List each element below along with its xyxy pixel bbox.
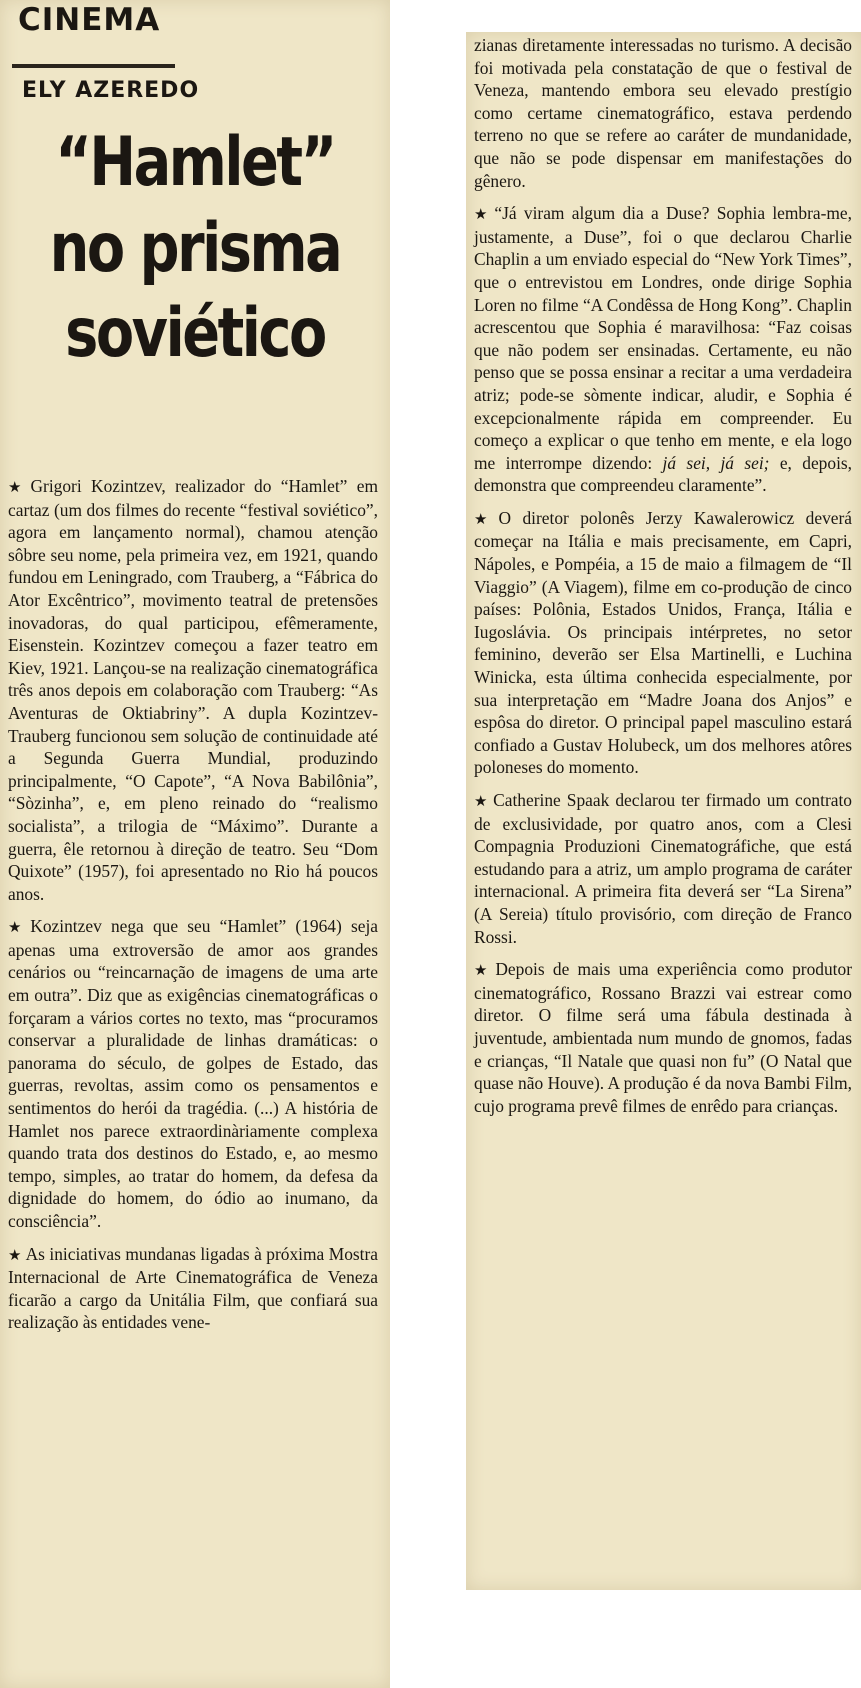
paragraph-kawalerowicz: ★ O diretor polonês Jerzy Kawalerowicz deverá começar na Itália e mais precisamente, em Capri, Nápoles, e Pompéia, a 15 de maio a filmagem de “Il Viaggio” (A Viagem), filme em co-produção de cinco países: Polônia, Estados Unidos, França, Itália e Iugoslávia. Os principais intérpretes, no setor feminino, deverão ser Elsa Martinelli, e Luchina Winicka, esta última conhecida especialmente, por sua interpretação em “Madre Joana dos Anjos” e espôsa do diretor. O principal papel masculino estará confiado a Gustav Holubeck, um dos melhores atôres poloneses do momento. [474,507,853,778]
section-rule [12,64,175,68]
paragraph-kozintzev-bio: ★ Grigori Kozintzev, realizador do “Hamlet” em cartaz (um dos filmes do recente “festival soviético”, agora em lançamento normal), chamou atenção sôbre seu nome, pela primeira vez, em 1921, quando fundou em Leningrado, com Trauberg, a “Fábrica do Ator Excêntrico”, movimento teatral de pretensões inovadoras, do qual participou, efêmeramente, Eisenstein. Kozintzev começou a fazer teatro em Kiev, 1921. Lançou-se na realização cinematográfica três anos depois em colaboração com Trauberg: “As Aventuras de Oktiabriny”. A dupla Kozintzev-Trauberg funcionou sem solução de continuidade até a Segunda Guerra Mundial, produzindo principalmente, “O Capote”, “A Nova Babilônia”, “Sòzinha”, e, em pleno reinado do “realismo socialista”, a trilogia de “Máximo”. Durante a guerra, êle retornou à direção de teatro. Seu “Dom Quixote” (1957), foi apresentado no Rio há poucos anos. [8,476,379,904]
headline-line-3: soviético [65,294,325,374]
star-icon: ★ [8,1245,22,1264]
paragraph-veneza-part-2: zianas diretamente interessadas no turismo. A decisão foi motivada pela constatação de que o festival de Veneza, mantendo embora seu elevado prestígio como certame cinematográfico, estava perdendo terreno no que se refere ao caráter de mundanidade, que não se pode dispensar em manifestações do gênero. [474,35,852,191]
headline-line-1: “Hamlet” [55,123,335,202]
chaplin-quote-italic: já sei, já sei; [662,452,770,473]
star-icon: ★ [474,792,490,810]
star-icon: ★ [8,478,27,496]
headline-line-2: no prisma [49,208,341,288]
paragraph-kozintzev-hamlet: ★ Kozintzev nega que seu “Hamlet” (1964) seja apenas uma extroversão de amor aos grandes cenários ou “reincarnação de imagens de uma arte em outra”. Diz que as exigências cinematográficas o forçaram a vários cortes no texto, mas “procuramos conservar a pluralidade de linhas dramáticas: o panorama do século, de golpes de Estado, das guerras, revoltas, assim como os pensamentos e sentimentos do herói da tragédia. (...) A história de Hamlet nos parece extraordinàriamente complexa quando trata dos destinos do Estado, e, ao mesmo tempo, simples, ao tratar do homem, da defesa da dignidade do homem, do ódio ao inumano, da consciência”. [8,916,379,1231]
star-icon: ★ [474,509,495,528]
left-column [8,475,378,1344]
star-icon: ★ [8,918,27,937]
paragraph-catherine-spaak: ★ Catherine Spaak declarou ter firmado um contrato de exclusividade, por quatro anos, com a Clesi Compagnia Produzioni Cinematográfiche, que está estudando para a atriz, um amplo programa de caráter internacional. A primeira fita deverá ser “La Sirena” (A Sereia) título provisório, com direção de Franco Rossi. [474,790,852,947]
star-icon: ★ [474,205,491,224]
paragraph-veneza-part-1: ★ As iniciativas mundanas ligadas à próxima Mostra Internacional de Arte Cinematográfica de Veneza ficarão a cargo da Unitália Film, que confiará sua realização às entidades vene- [8,1243,378,1333]
paragraph-rossano-brazzi: ★ Depois de mais uma experiência como produtor cinematográfico, Rossano Brazzi vai estrear como diretor. O filme será uma fábula destinada à juventude, ambientada num mundo de gnomos, fadas e crianças, “Il Natale que quasi non fu” (O Natal que quase não Houve). A produção é da nova Bambi Film, cujo programa prevê filmes de enrêdo para crianças. [474,959,852,1116]
section-title: CINEMA [18,2,161,38]
paragraph-chaplin: ★ “Já viram algum dia a Duse? Sophia lembra-me, justamente, a Duse”, foi o que declarou Charlie Chaplin a um enviado especial do “New York Times”, que o entrevistou em Londres, onde dirige Sophia Loren no filme “A Condêssa de Hong Kong”. Chaplin acrescentou que Sophia é maravilhosa: “Faz coisas que não podem ser ensinadas. Certamente, eu não penso que se possa ensinar a recitar a uma verdadeira atriz; pode-se sòmente indicar, aludir, e Sophia é excepcionalmente rápida em compreender. Eu começo a explicar o que tenho em mente, e ela logo me interrompe dizendo: já sei, já sei; e, depois, demonstra que compreendeu claramente”. [474,203,853,496]
right-clipping [466,32,861,1590]
right-column [474,34,852,1127]
star-icon: ★ [474,961,492,980]
left-clipping [0,0,390,1688]
headline [35,120,355,377]
byline: ELY AZEREDO [22,78,200,103]
